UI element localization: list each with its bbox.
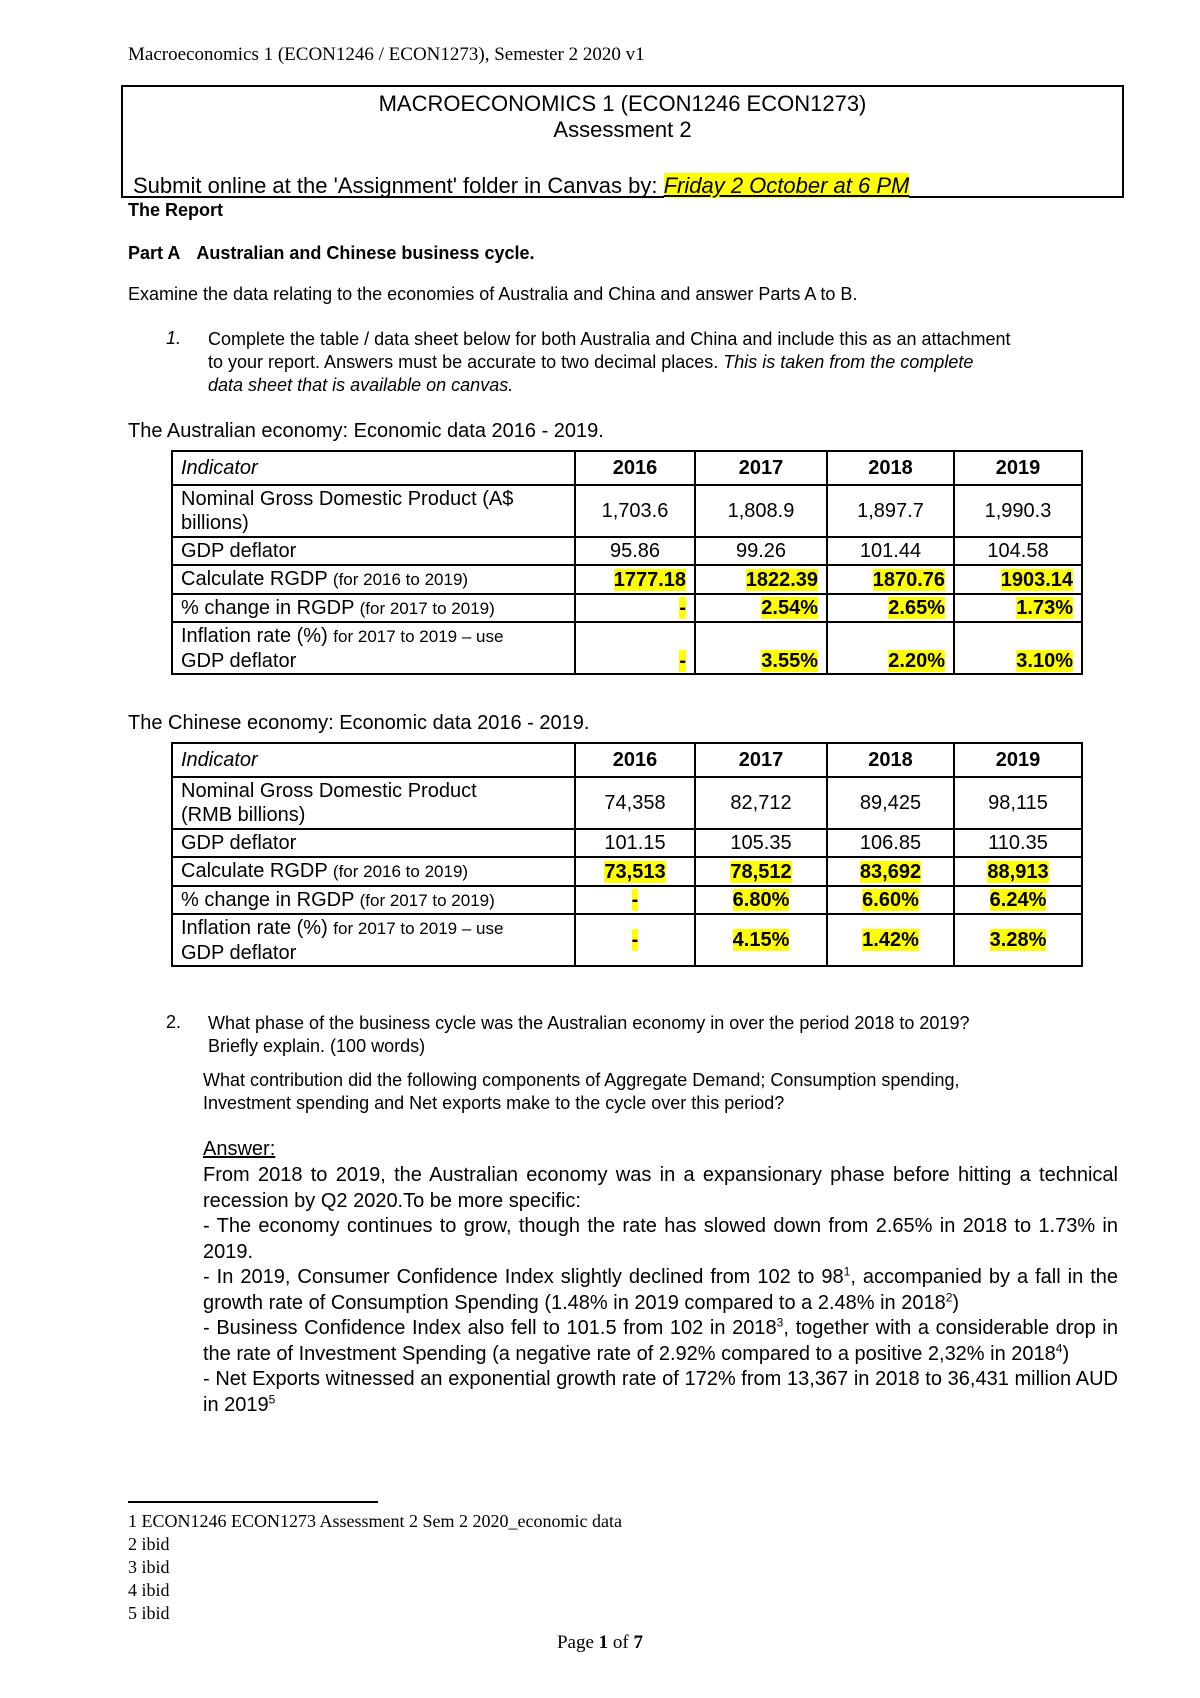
page-total: 7 <box>633 1632 643 1653</box>
row-label: GDP deflator <box>172 829 575 857</box>
table-cell: 1,897.7 <box>827 485 954 537</box>
table-cell <box>954 594 1082 622</box>
part-a-label: Part A <box>128 243 181 263</box>
row-label-small: (for 2017 to 2019) <box>359 598 495 618</box>
answer-value: 6.60% <box>862 889 919 911</box>
table-cell: 101.15 <box>575 829 695 857</box>
part-a-title: Australian and Chinese business cycle. <box>196 243 535 263</box>
answer-paragraph <box>203 1316 1118 1367</box>
table-cell <box>575 594 695 622</box>
table-cell: 101.44 <box>827 537 954 565</box>
answer-text: - In 2019, Consumer Confidence Index slightly declined from 102 to 98 <box>203 1266 844 1288</box>
row-label <box>172 914 575 966</box>
table-row <box>172 829 1082 857</box>
row-label <box>172 594 575 622</box>
table-cell <box>954 914 1082 966</box>
header-cell: 2019 <box>954 743 1082 777</box>
table-row <box>172 537 1082 565</box>
q1-line2 <box>208 351 1011 374</box>
answer-value: 3.10% <box>1016 650 1073 672</box>
answer-value: 6.80% <box>732 889 790 911</box>
row-label-line: GDP deflator <box>181 941 297 964</box>
table-cell <box>695 622 827 674</box>
table-cell: 82,712 <box>695 777 827 829</box>
answer-text: , accompanied by a fall in the growth rate of Consumption Spending (1.48% in 2019 compared to a 2.48% in 2018 <box>203 1266 1119 1314</box>
footnote: 2 ibid <box>128 1534 170 1554</box>
submit-text: Submit online at the 'Assignment' folder in Canvas by: <box>133 173 664 198</box>
answer-text: - Net Exports witnessed an exponential growth rate of 172% from 13,367 in 2018 to 36,431 million AUD in 2019 <box>203 1368 1118 1416</box>
footnote-ref: 3 <box>776 1315 784 1330</box>
answer-value: 2.54% <box>761 597 818 619</box>
table-cell <box>827 565 954 594</box>
footnote: 5 ibid <box>128 1603 170 1623</box>
table-row <box>172 857 1082 886</box>
table-row <box>172 914 1082 966</box>
q2-line1: What phase of the business cycle was the Australian economy in over the period 2018 to 2019? <box>208 1013 970 1033</box>
answer-value: 1822.39 <box>745 568 818 591</box>
table-row <box>172 594 1082 622</box>
answer-label: Answer: <box>203 1138 276 1160</box>
table-row <box>172 777 1082 829</box>
footer-text: Page <box>556 1632 599 1653</box>
part-a-heading <box>128 243 534 264</box>
table-cell: 105.35 <box>695 829 827 857</box>
q2-line3: What contribution did the following components of Aggregate Demand; Consumption spending, <box>203 1070 960 1090</box>
row-label-main: Calculate RGDP <box>181 568 333 590</box>
row-label-main: Inflation rate (%) <box>181 624 334 647</box>
answer-text: ) <box>952 1291 960 1314</box>
answer-value: 78,512 <box>730 860 792 883</box>
answer-paragraph <box>203 1367 1118 1418</box>
answer-value: 1777.18 <box>613 568 686 591</box>
table-cell <box>695 886 827 914</box>
table-cell: 99.26 <box>695 537 827 565</box>
q1-line2b: This is taken from the complete <box>723 352 974 372</box>
header-cell: 2018 <box>827 743 954 777</box>
table-cell <box>954 886 1082 914</box>
footnote-ref: 4 <box>1055 1340 1063 1355</box>
q1-number: 1. <box>166 328 182 348</box>
answer-value: - <box>679 597 686 619</box>
table-cell: 1,808.9 <box>695 485 827 537</box>
row-label-small: (for 2016 to 2019) <box>332 862 469 881</box>
row-label <box>172 485 575 537</box>
row-label-main: % change in RGDP <box>181 596 360 619</box>
header-cell: Indicator <box>172 743 575 777</box>
table-cell <box>575 565 695 594</box>
answer-text: , together with a considerable drop in the rate of Investment Spending (a negative rate of 2.92% compared to a positive 2,32% in 2018 <box>203 1317 1118 1365</box>
answer-value: 3.55% <box>761 650 818 672</box>
table-cell <box>827 886 954 914</box>
table-cell <box>954 565 1082 594</box>
page-number: 1 <box>598 1632 609 1653</box>
answer-value: 83,692 <box>859 860 922 883</box>
answer-paragraph: - The economy continues to grow, though the rate has slowed down from 2.65% in 2018 to 1.73% in 2019. <box>203 1215 1118 1263</box>
footer-text: of <box>608 1632 634 1653</box>
answer-value: - <box>631 929 639 951</box>
table-header-row <box>172 451 1082 485</box>
q2-line2: Briefly explain. (100 words) <box>208 1036 426 1056</box>
table-cell <box>575 914 695 966</box>
answer-value: 88,913 <box>987 860 1049 883</box>
header-cell: 2018 <box>827 451 954 485</box>
header-cell: 2017 <box>695 451 827 485</box>
row-label-main: Calculate RGDP <box>181 860 333 882</box>
row-label-line: GDP deflator <box>181 649 297 672</box>
header-cell: 2019 <box>954 451 1082 485</box>
table-cell <box>575 857 695 886</box>
footnote: 1 ECON1246 ECON1273 Assessment 2 Sem 2 2020_economic data <box>128 1511 622 1531</box>
table-cell: 89,425 <box>827 777 954 829</box>
running-header: Macroeconomics 1 (ECON1246 / ECON1273), Semester 2 2020 v1 <box>128 44 645 65</box>
intro-text: Examine the data relating to the economies of Australia and China and answer Parts A to B. <box>128 284 858 304</box>
row-label-small: (for 2016 to 2019) <box>332 570 469 589</box>
table-cell: 1,990.3 <box>954 485 1082 537</box>
table-cell: 1,703.6 <box>575 485 695 537</box>
page-footer <box>0 1632 1200 1654</box>
footnote-separator <box>128 1501 378 1503</box>
table-cell <box>695 857 827 886</box>
footnote-ref: 5 <box>268 1391 276 1406</box>
title-box <box>121 85 1124 198</box>
china-table-caption: The Chinese economy: Economic data 2016 - 2019. <box>128 712 590 734</box>
assessment-title: Assessment 2 <box>553 117 692 142</box>
answer-value: - <box>631 889 639 911</box>
answer-value: 1903.14 <box>1000 568 1073 591</box>
q2-subquestion <box>203 1069 959 1115</box>
table-cell <box>575 886 695 914</box>
answer-body <box>203 1163 1118 1418</box>
table-cell <box>827 914 954 966</box>
answer-value: 2.20% <box>888 650 945 672</box>
answer-text: - Business Confidence Index also fell to 101.5 from 102 in 2018 <box>203 1317 777 1339</box>
table-cell <box>827 594 954 622</box>
table-header-row <box>172 743 1082 777</box>
q1-text <box>208 328 1011 397</box>
answer-value: 4.15% <box>732 929 790 951</box>
header-cell: 2016 <box>575 743 695 777</box>
row-label: GDP deflator <box>172 537 575 565</box>
q2-text <box>208 1012 969 1058</box>
table-row <box>172 485 1082 537</box>
answer-paragraph <box>203 1265 1118 1316</box>
australia-table-caption: The Australian economy: Economic data 2016 - 2019. <box>128 420 604 442</box>
answer-value: 1.42% <box>862 929 919 951</box>
table-cell: 98,115 <box>954 777 1082 829</box>
row-label-main: Inflation rate (%) <box>181 916 334 939</box>
table-cell <box>575 622 695 674</box>
q1-line1: Complete the table / data sheet below for both Australia and China and include this as an attachment <box>208 329 1011 349</box>
china-data-table <box>171 742 1083 967</box>
answer-value: - <box>679 650 686 672</box>
table-row <box>172 565 1082 594</box>
q2-line4: Investment spending and Net exports make to the cycle over this period? <box>203 1093 785 1113</box>
answer-value: 1870.76 <box>872 568 945 591</box>
table-cell <box>827 857 954 886</box>
table-cell: 74,358 <box>575 777 695 829</box>
row-label <box>172 622 575 674</box>
row-label-small: for 2017 to 2019 – use <box>333 626 504 646</box>
header-cell: 2016 <box>575 451 695 485</box>
table-row <box>172 886 1082 914</box>
deadline: Friday 2 October at 6 PM <box>663 173 910 198</box>
header-cell: 2017 <box>695 743 827 777</box>
table-cell: 110.35 <box>954 829 1082 857</box>
table-cell: 106.85 <box>827 829 954 857</box>
answer-value: 1.73% <box>1016 597 1073 619</box>
answer-value: 6.24% <box>989 889 1047 911</box>
row-label-small: (for 2017 to 2019) <box>359 890 495 910</box>
row-label-line: Nominal Gross Domestic Product (A$ <box>181 488 514 510</box>
row-label-main: % change in RGDP <box>181 888 360 911</box>
row-label <box>172 777 575 829</box>
row-label <box>172 886 575 914</box>
q2-number: 2. <box>166 1012 182 1032</box>
table-cell <box>695 594 827 622</box>
answer-value: 3.28% <box>989 929 1047 951</box>
answer-paragraph: From 2018 to 2019, the Australian economy was in a expansionary phase before hitting a technical recession by Q2 2020.To be more specific: <box>203 1164 1118 1212</box>
australia-data-table <box>171 450 1083 675</box>
answer-text: ) <box>1062 1342 1070 1365</box>
row-label-line: billions) <box>181 512 249 534</box>
footnote-ref: 1 <box>843 1264 851 1279</box>
report-heading: The Report <box>128 200 224 220</box>
submission-line <box>133 173 909 199</box>
q1-line2a: to your report. Answers must be accurate to two decimal places. <box>208 352 724 372</box>
row-label <box>172 565 575 594</box>
row-label-small: for 2017 to 2019 – use <box>333 918 504 938</box>
table-cell: 104.58 <box>954 537 1082 565</box>
answer-value: 73,513 <box>604 860 666 883</box>
table-row <box>172 622 1082 674</box>
table-cell <box>954 622 1082 674</box>
course-title: MACROECONOMICS 1 (ECON1246 ECON1273) <box>378 91 867 116</box>
table-cell <box>954 857 1082 886</box>
q1-line3: data sheet that is available on canvas. <box>208 375 514 395</box>
table-cell: 95.86 <box>575 537 695 565</box>
footnote: 3 ibid <box>128 1557 170 1577</box>
header-cell: Indicator <box>172 451 575 485</box>
row-label-line: (RMB billions) <box>181 804 306 826</box>
row-label-line: Nominal Gross Domestic Product <box>181 780 477 802</box>
answer-value: 2.65% <box>888 597 945 619</box>
row-label <box>172 857 575 886</box>
table-cell <box>827 622 954 674</box>
footnote: 4 ibid <box>128 1580 170 1600</box>
table-cell <box>695 565 827 594</box>
table-cell <box>695 914 827 966</box>
footnote-ref: 2 <box>945 1289 953 1304</box>
